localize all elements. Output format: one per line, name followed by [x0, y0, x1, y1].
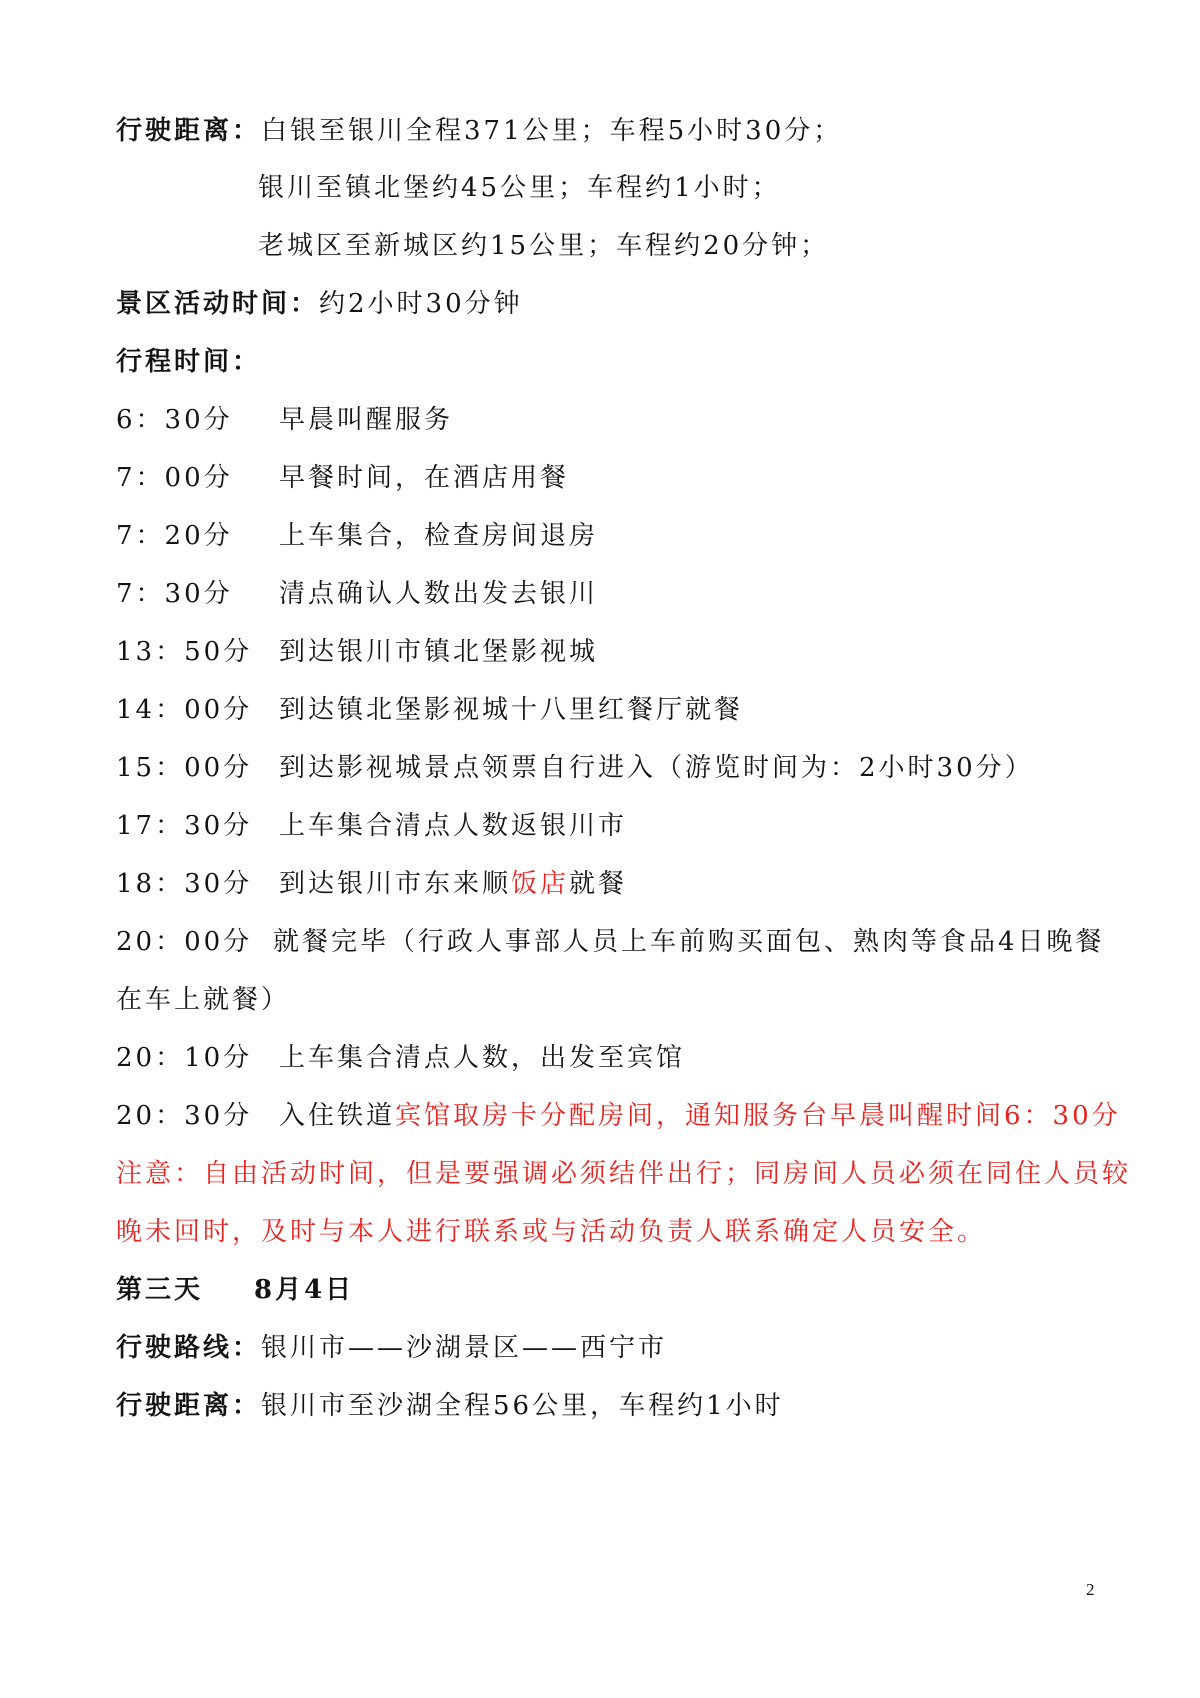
- schedule-heading: 行程时间：: [116, 347, 262, 377]
- page-number: 2: [1086, 1580, 1095, 1599]
- schedule-event: 上车集合，检查房间退房: [279, 521, 599, 551]
- distance-line-1: 白银至银川全程371公里；车程5小时30分；: [261, 116, 843, 146]
- distance-label: 行驶距离：: [116, 116, 262, 146]
- day3-date: 8月4日: [254, 1275, 355, 1305]
- scenic-time-value: 约2小时30分钟: [319, 289, 523, 319]
- schedule-row: [0, 624, 1200, 680]
- schedule-event: 上车集合清点人数，出发至宾馆: [279, 1043, 686, 1073]
- day3-distance-row: [116, 1378, 784, 1434]
- schedule-event-text: 到达银川市东来顺: [279, 869, 512, 899]
- highlighted-text: 宾馆取房卡分配房间，通知服务台早晨叫醒时间6：30分: [395, 1101, 1121, 1131]
- schedule-time: 18：30分: [116, 869, 253, 899]
- schedule-event: 就餐完毕（行政人事部人员上车前购买面包、熟肉等食品4日晚餐: [273, 927, 1105, 957]
- notice-line-1: 注意：自由活动时间，但是要强调必须结伴出行；同房间人员必须在同住人员较: [116, 1159, 1132, 1189]
- schedule-event: 到达银川市镇北堡影视城: [279, 637, 599, 667]
- schedule-row: [0, 1088, 1200, 1144]
- schedule-row: [0, 508, 1200, 564]
- highlighted-text: 饭店: [511, 869, 570, 899]
- schedule-time: 17：30分: [116, 811, 253, 841]
- day3-route-row: [116, 1320, 667, 1376]
- schedule-row: [0, 740, 1200, 796]
- schedule-event-continuation: 在车上就餐）: [116, 985, 291, 1015]
- schedule-event-text: 就餐: [569, 869, 628, 899]
- schedule-time: 7：20分: [116, 521, 233, 551]
- schedule-time: 20：10分: [116, 1043, 253, 1073]
- schedule-event-text: 入住铁道: [279, 1101, 396, 1131]
- schedule-event: 早餐时间，在酒店用餐: [279, 463, 570, 493]
- schedule-time: 20：00分: [116, 927, 253, 957]
- schedule-event: [279, 1088, 1121, 1144]
- schedule-time: 6：30分: [116, 405, 233, 435]
- scenic-time-label: 景区活动时间：: [116, 289, 320, 319]
- schedule-row: [0, 682, 1200, 738]
- schedule-event: 早晨叫醒服务: [279, 405, 454, 435]
- schedule-row: [0, 1030, 1200, 1086]
- distance-row-1: [116, 103, 842, 159]
- schedule-time: 7：30分: [116, 579, 233, 609]
- schedule-row: [0, 392, 1200, 448]
- scenic-time-row: [116, 276, 523, 332]
- route-value: 银川市——沙湖景区——西宁市: [261, 1333, 668, 1363]
- schedule-event: 到达影视城景点领票自行进入（游览时间为：2小时30分）: [279, 753, 1034, 783]
- schedule-row: [0, 798, 1200, 854]
- schedule-time: 13：50分: [116, 637, 253, 667]
- distance-line-3: 老城区至新城区约15公里；车程约20分钟；: [258, 231, 830, 261]
- schedule-row: [0, 856, 1200, 912]
- schedule-event: 清点确认人数出发去银川: [279, 579, 599, 609]
- schedule-row: [0, 450, 1200, 506]
- schedule-time: 7：00分: [116, 463, 233, 493]
- route-label: 行驶路线：: [116, 1333, 262, 1363]
- distance-label: 行驶距离：: [116, 1391, 262, 1421]
- schedule-event: [279, 856, 627, 912]
- schedule-event: 到达镇北堡影视城十八里红餐厅就餐: [279, 695, 744, 725]
- schedule-time: 20：30分: [116, 1101, 253, 1131]
- schedule-row: [0, 914, 1200, 970]
- day3-title: 第三天: [116, 1275, 204, 1305]
- day3-heading: [116, 1262, 516, 1318]
- distance-value: 银川市至沙湖全程56公里，车程约1小时: [261, 1391, 784, 1421]
- schedule-event: 上车集合清点人数返银川市: [279, 811, 628, 841]
- schedule-time: 14：00分: [116, 695, 253, 725]
- schedule-row: [0, 566, 1200, 622]
- schedule-time: 15：00分: [116, 753, 253, 783]
- notice-line-2: 晚未回时，及时与本人进行联系或与活动负责人联系确定人员安全。: [116, 1217, 987, 1247]
- distance-line-2: 银川至镇北堡约45公里；车程约1小时；: [258, 173, 781, 203]
